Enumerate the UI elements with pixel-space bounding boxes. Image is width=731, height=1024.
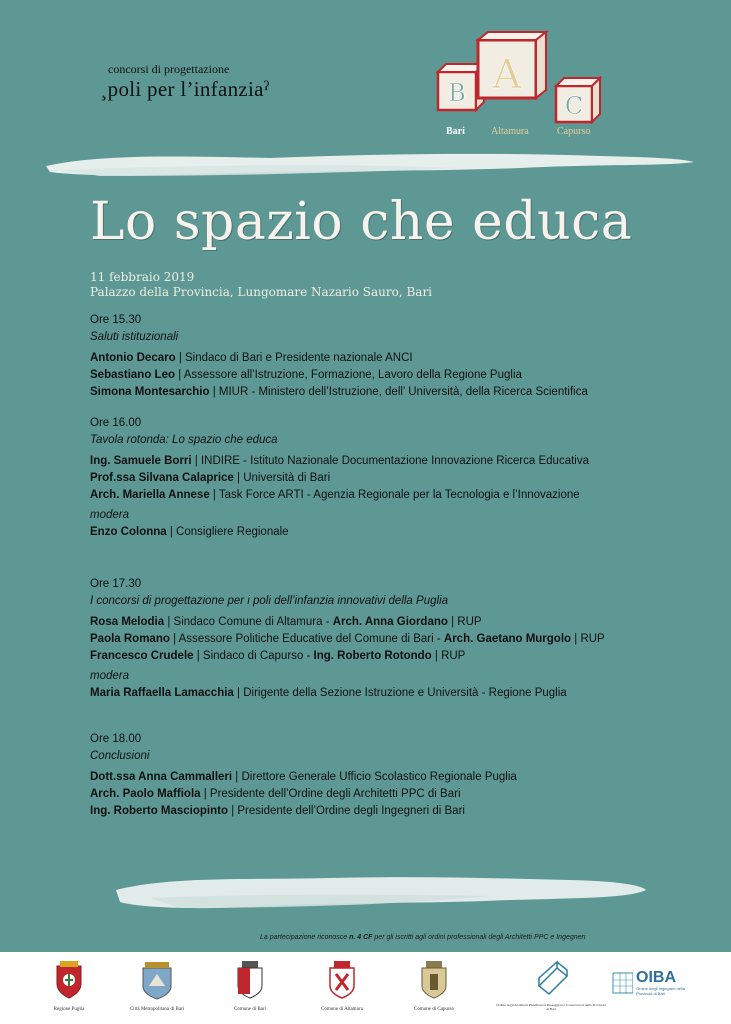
block-c-letter: C — [564, 92, 584, 120]
speaker-role: | Sindaco di Bari e Presidente nazionale ANCI — [175, 352, 413, 364]
speaker-line — [90, 786, 517, 803]
speaker-line — [90, 803, 517, 820]
logo-comune-bari — [222, 960, 278, 1012]
speaker-name: Francesco Crudele — [90, 650, 194, 662]
speaker-name: Ing. Roberto Masciopinto — [90, 805, 228, 817]
event-date-venue — [90, 270, 432, 300]
session-subtitle: I concorsi di progettazione per i poli dell’infanzia innovativi della Puglia — [90, 595, 448, 607]
speaker-line — [90, 487, 589, 504]
speaker-line — [90, 648, 605, 665]
moderator-name: Enzo Colonna — [90, 526, 167, 538]
abc-blocks-logo — [430, 30, 610, 126]
footer-logos — [0, 952, 731, 1024]
speaker-role: | Sindaco Comune di Altamura - — [164, 616, 333, 628]
speaker-role: | Direttore Generale Ufficio Scolastico Regionale Puglia — [232, 771, 517, 783]
logo-comune-capurso — [402, 960, 466, 1012]
logo-caption: Regione Puglia — [53, 1007, 85, 1012]
event-venue: Palazzo della Provincia, Lungomare Nazario Sauro, Bari — [90, 285, 433, 299]
session-1530 — [90, 312, 588, 401]
brush-stroke-bottom — [110, 868, 650, 916]
ordine-architetti-cube-icon — [531, 960, 571, 996]
session-subtitle: Tavola rotonda: Lo spazio che educa — [90, 434, 278, 446]
speaker-name-2: Ing. Roberto Rotondo — [313, 650, 432, 662]
brand-main-label: poli per l’infanzia — [107, 77, 264, 101]
comune-bari-crest-icon — [234, 960, 266, 1000]
speaker-line — [90, 384, 588, 401]
brand-small-text: concorsi di progettazione — [108, 62, 230, 76]
speaker-name: Rosa Melodia — [90, 616, 165, 628]
speaker-name-2: Arch. Anna Giordano — [332, 616, 448, 628]
speaker-role: | MIUR - Ministero dell’Istruzione, dell’ Università, della Ricerca Scientifica — [209, 386, 588, 398]
session-1800 — [90, 731, 517, 820]
logo-ordine-architetti — [496, 960, 606, 1011]
moderator-role: | Dirigente della Sezione Istruzione e Università - Regione Puglia — [233, 687, 567, 699]
speaker-role: | INDIRE - Istituto Nazionale Documentazione Innovazione Ricerca Educativa — [191, 455, 589, 467]
brand-main-text — [100, 76, 270, 102]
city-bari: Bari — [446, 126, 465, 137]
event-date: 11 febbraio 2019 — [90, 270, 195, 284]
speaker-name: Antonio Decaro — [90, 352, 176, 364]
credits-bold: n. 4 CF — [349, 934, 373, 941]
logo-caption: Comune di Bari — [234, 1007, 266, 1012]
logo-caption: Ordine degli Architetti Pianificatori Paesaggisti e Conservatori della Provincia di Bari — [496, 1003, 606, 1011]
block-b-letter: B — [448, 79, 466, 107]
moderator-line — [90, 685, 605, 702]
regione-puglia-shield-icon — [54, 960, 84, 1000]
speaker-role-2: | RUP — [571, 633, 605, 645]
credits-note — [260, 934, 585, 941]
oiba-subtitle: Ordine degli Ingegneri della Provincia di Bari — [636, 986, 685, 996]
city-capurso: Capurso — [557, 126, 591, 137]
speaker-name: Arch. Mariella Annese — [90, 489, 210, 501]
moderator-label: modera — [90, 670, 129, 682]
session-time: Ore 15.30 — [90, 314, 142, 326]
speaker-role: | Task Force ARTI - Agenzia Regionale per la Tecnologia e l’Innovazione — [209, 489, 580, 501]
session-1730 — [90, 576, 605, 702]
moderator-name: Maria Raffaella Lamacchia — [90, 687, 234, 699]
speaker-name-2: Arch. Gaetano Murgolo — [443, 633, 572, 645]
comune-capurso-crest-icon — [418, 960, 450, 1000]
speaker-line — [90, 367, 588, 384]
speaker-name: Paola Romano — [90, 633, 170, 645]
session-1600 — [90, 415, 589, 541]
speaker-role: | Sindaco di Capurso - — [193, 650, 314, 662]
speaker-line — [90, 614, 605, 631]
city-altamura: Altamura — [491, 126, 529, 137]
block-c — [556, 78, 600, 122]
logo-oiba — [612, 960, 692, 996]
brush-stroke-top — [40, 146, 700, 182]
speaker-role: | Presidente dell’Ordine degli Ingegneri di Bari — [228, 805, 465, 817]
logo-caption: Comune di Capurso — [414, 1007, 454, 1012]
credits-prefix: La partecipazione riconosce — [260, 934, 350, 941]
speaker-role: | Università di Bari — [233, 472, 331, 484]
moderator-line — [90, 524, 589, 541]
speaker-name: Ing. Samuele Borri — [90, 455, 192, 467]
speaker-line — [90, 453, 589, 470]
oiba-grid-icon — [612, 972, 633, 994]
speaker-role: | Assessore Politiche Educative del Comune di Bari - — [169, 633, 444, 645]
moderator-role: | Consigliere Regionale — [166, 526, 289, 538]
speaker-role-2: | RUP — [447, 616, 482, 628]
brand-bracket-right: ˀ — [263, 76, 270, 101]
speaker-role: | Presidente dell’Ordine degli Architetti PPC di Bari — [200, 788, 461, 800]
session-time: Ore 17.30 — [90, 578, 142, 590]
speaker-role-2: | RUP — [431, 650, 466, 662]
logo-comune-altamura — [310, 960, 374, 1012]
session-subtitle: Conclusioni — [90, 750, 150, 762]
oiba-acronym: OIBA — [636, 969, 676, 986]
brand-bracket-left: ¸ — [100, 76, 108, 101]
speaker-role: | Assessore all’Istruzione, Formazione, Lavoro della Regione Puglia — [175, 369, 522, 381]
speaker-name: Arch. Paolo Maffiola — [90, 788, 201, 800]
speaker-line — [90, 769, 517, 786]
citta-metropolitana-crest-icon — [139, 960, 175, 1000]
logo-citta-metropolitana — [116, 960, 198, 1012]
speaker-name: Prof.ssa Silvana Calaprice — [90, 472, 234, 484]
speaker-line — [90, 470, 589, 487]
comune-altamura-crest-icon — [326, 960, 358, 1000]
speaker-name: Simona Montesarchio — [90, 386, 210, 398]
speaker-name: Sebastiano Leo — [90, 369, 175, 381]
speaker-line — [90, 350, 588, 367]
logo-caption: Comune di Altamura — [321, 1007, 363, 1012]
session-time: Ore 18.00 — [90, 733, 142, 745]
block-a — [478, 32, 546, 98]
session-time: Ore 16.00 — [90, 417, 142, 429]
credits-suffix: per gli iscritti agli ordini professionali degli Architetti PPC e Ingegneri — [372, 934, 586, 941]
speaker-name: Dott.ssa Anna Cammalleri — [90, 771, 233, 783]
logo-regione-puglia — [38, 960, 100, 1012]
session-subtitle: Saluti istituzionali — [90, 331, 179, 343]
moderator-label: modera — [90, 509, 129, 521]
speaker-line — [90, 631, 605, 648]
block-a-letter: A — [492, 52, 522, 98]
logo-caption: Città Metropolitana di Bari — [129, 1007, 185, 1012]
page-title: Lo spazio che educa — [90, 192, 633, 252]
